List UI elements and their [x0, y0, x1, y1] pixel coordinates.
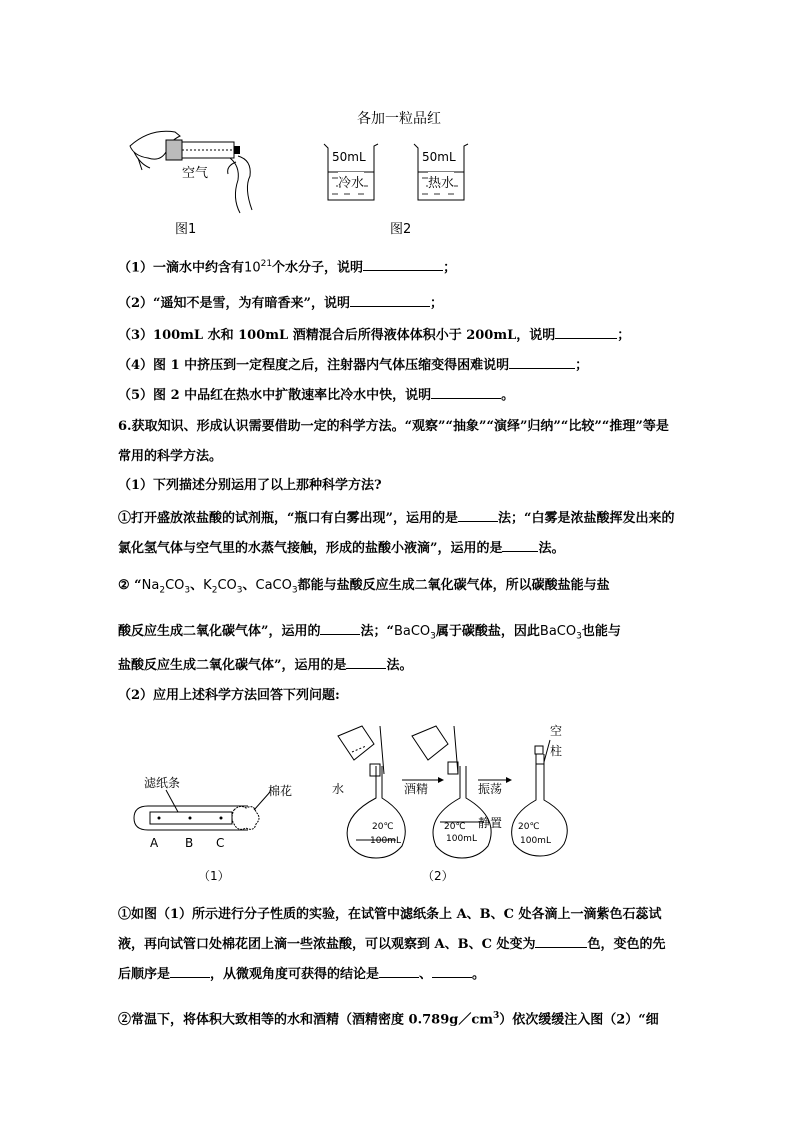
- flask-temp: 20℃: [444, 822, 466, 832]
- flask-volume: 100mL: [370, 836, 401, 846]
- question-5: （5）图 2 中品红在热水中扩散速率比冷水中快，说明 。: [118, 384, 514, 406]
- fig1-label: 图1: [175, 222, 197, 237]
- point-b: B: [185, 836, 194, 850]
- point-a: A: [150, 836, 159, 850]
- cotton-label: 棉花: [268, 784, 293, 798]
- shake-label: 振荡: [478, 782, 503, 796]
- cold-water-beaker: [322, 142, 380, 204]
- cold-water-label: 冷水: [338, 172, 364, 191]
- hot-water-label: 热水: [428, 172, 454, 191]
- question-6-item1: ①打开盛放浓盐酸的试剂瓶，“瓶口有白雾出现”，运用的是 法；“白雾是浓盐酸挥发出来的氯化氢气体与空气里的水蒸气接触，形成的盐酸小液滴”，运用的是 法。: [118, 504, 678, 564]
- question-6-item2-line3: 盐酸反应生成二氧化碳气体”，运用的是 法。: [118, 654, 413, 676]
- question-6-item4: ②常温下，将体积大致相等的水和酒精（酒精密度 $0.789g/cm^3$）依次缓缓注入图（2）“细: [118, 1011, 659, 1028]
- figure-1: [120, 118, 270, 218]
- empty-column-label-1: 空: [550, 724, 563, 738]
- question-1: （1）一滴水中约含有$10^{21}$个水分子，说明 ；: [118, 254, 456, 278]
- figure-test-tube: [130, 770, 310, 850]
- empty-column-label-2: 柱: [550, 744, 563, 758]
- figure-flasks: [332, 722, 582, 862]
- question-6-item2-line2: 酸反应生成二氧化碳气体”，运用的 法；“BaCO$_3$属于碳酸盐，因此BaCO$_3$也能与: [118, 620, 621, 647]
- filter-strip-label: 滤纸条: [144, 776, 181, 790]
- point-c: C: [216, 836, 225, 850]
- stand-label: 静置: [478, 816, 503, 830]
- hot-water-beaker: [412, 142, 470, 204]
- question-2: （2）“遥知不是雪，为有暗香来”，说明 ；: [118, 292, 443, 314]
- question-6-item2-line1: ② “$Na_2CO_3$、$K_2CO_3$、CaCO$_3$都能与盐酸反应生成二氧化碳气体，所以碳酸盐能与盐: [118, 578, 610, 596]
- air-label: 空气: [182, 166, 209, 181]
- alcohol-label: 酒精: [404, 782, 429, 796]
- flask-volume: 100mL: [446, 834, 477, 844]
- fig2-label: 图2: [390, 222, 412, 237]
- flask-temp: 20℃: [518, 822, 540, 832]
- question-6-sub1: （1）下列描述分别运用了以上那种科学方法?: [118, 478, 382, 493]
- question-3: （3）100mL 水和 100mL 酒精混合后所得液体体积小于 200mL，说明 ；: [118, 324, 630, 346]
- flask-temp: 20℃: [372, 822, 394, 832]
- question-6-item3: ①如图（1）所示进行分子性质的实验，在试管中滤纸条上 A、B、C 处各滴上一滴紫色石蕊试液，再向试管口处棉花团上滴一些浓盐酸，可以观察到 A、B、C 处变为 色，变色的先后顺序是 ，从微观角度可获得的结论是 、 。: [118, 907, 666, 982]
- figure-2-caption: 各加一粒品红: [357, 111, 441, 127]
- question-6-intro: 6.获取知识、形成认识需要借助一定的科学方法。“观察”“抽象”“演绎”归纳”“比较”“推理”等是常用的科学方法。: [118, 419, 669, 464]
- fig-caption-1: （1）: [198, 869, 230, 883]
- beaker-volume: 50mL: [422, 150, 456, 164]
- beaker-volume: 50mL: [332, 150, 366, 164]
- flask-volume: 100mL: [520, 836, 551, 846]
- water-label: 水: [332, 782, 345, 796]
- question-4: （4）图 1 中挤压到一定程度之后，注射器内气体压缩变得困难说明 ；: [118, 354, 588, 376]
- fig-caption-2: （2）: [422, 869, 454, 883]
- question-6-sub2: （2）应用上述科学方法回答下列问题:: [118, 688, 340, 703]
